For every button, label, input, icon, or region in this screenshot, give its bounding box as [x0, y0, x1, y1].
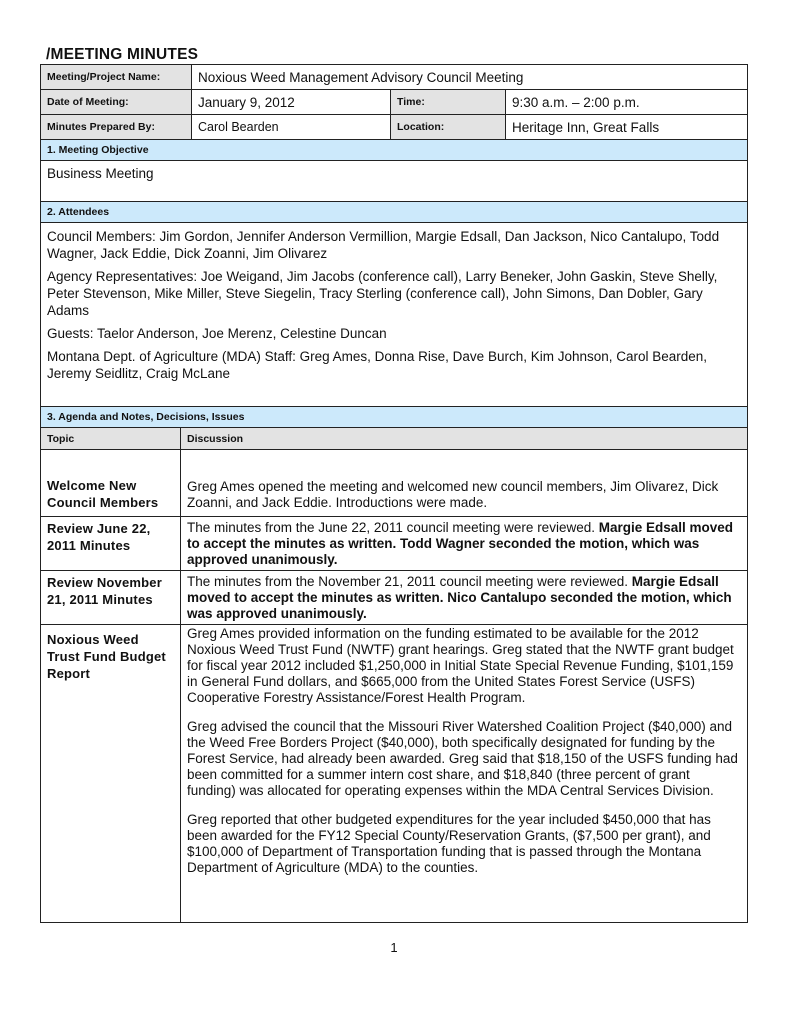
page-number: 1 — [390, 940, 398, 955]
agenda-row — [41, 517, 747, 571]
prepared-location-row — [41, 115, 747, 140]
project-name-row — [41, 65, 747, 90]
agenda-topic: Review June 22, 2011 Minutes — [41, 517, 181, 570]
project-name-value: Noxious Weed Management Advisory Council Meeting — [198, 69, 524, 85]
agenda-row — [41, 450, 747, 517]
date-time-row — [41, 90, 747, 115]
agenda-discussion — [181, 625, 747, 922]
column-header-discussion: Discussion — [187, 432, 244, 445]
agenda-row — [41, 625, 747, 922]
agenda-row — [41, 571, 747, 625]
attendees-guests: Guests: Taelor Anderson, Joe Merenz, Celestine Duncan — [47, 326, 387, 341]
location-label: Location: — [391, 115, 506, 139]
location-value: Heritage Inn, Great Falls — [512, 119, 660, 135]
motion-text: Margie Edsall moved to accept the minutes as written. Nico Cantalupo seconded the motion, which was approved unanimously. — [187, 574, 732, 621]
minutes-table — [40, 64, 748, 923]
agenda-discussion: The minutes from the June 22, 2011 council meeting were reviewed. Margie Edsall moved to accept the minutes as written. Todd Wagner seconded the motion, which was approved unanimously. — [187, 520, 734, 567]
attendees-council-members: Council Members: Jim Gordon, Jennifer Anderson Vermillion, Margie Edsall, Dan Jackson, Nico Cantalupo, Todd Wagner, Jack Eddie, Dick Zoanni, Jim Olivarez — [47, 229, 720, 261]
time-value: 9:30 a.m. – 2:00 p.m. — [512, 94, 640, 110]
agenda-column-headers — [41, 428, 747, 450]
section-heading-agenda: 3. Agenda and Notes, Decisions, Issues — [41, 407, 747, 428]
motion-text: Margie Edsall moved to accept the minutes as written. Todd Wagner seconded the motion, which was approved unanimously. — [187, 520, 734, 567]
prepared-by-value: Carol Bearden — [192, 115, 391, 139]
column-header-topic: Topic — [41, 428, 181, 449]
agenda-discussion: The minutes from the November 21, 2011 council meeting were reviewed. Margie Edsall moved to accept the minutes as written. Nico Cantalupo seconded the motion, which was approved unanimously. — [187, 574, 732, 621]
attendees-agency-representatives: Agency Representatives: Joe Weigand, Jim Jacobs (conference call), Larry Beneker, John Gaskin, Steve Shelly, Peter Stevenson, Mike Miller, Steve Siegelin, Tracy Sterling (conference call), John Simons, Dan Dobler, Gary Adams — [47, 269, 718, 318]
date-value: January 9, 2012 — [192, 90, 391, 114]
time-label: Time: — [391, 90, 506, 114]
discussion-paragraph: Greg advised the council that the Missouri River Watershed Coalition Project ($40,000) and the Weed Free Borders Project ($40,000), both specifically designated for funding by the Forest Service, had already been awarded. Greg said that $18,150 of the USFS funding had been committed for a summer intern cost share, and $18,840 (three percent of grant funding) was allocated for operating expenses within the MDA Central Services Division. — [187, 719, 738, 798]
date-label: Date of Meeting: — [41, 90, 192, 114]
objective-text: Business Meeting — [47, 166, 154, 181]
project-name-label: Meeting/Project Name: — [41, 65, 192, 89]
objective-body — [41, 161, 747, 202]
attendees-body — [41, 223, 747, 407]
section-heading-attendees: 2. Attendees — [41, 202, 747, 223]
agenda-topic: Noxious Weed Trust Fund Budget Report — [41, 625, 181, 922]
agenda-topic: Review November 21, 2011 Minutes — [41, 571, 181, 624]
discussion-paragraph: Greg Ames provided information on the funding estimated to be available for the 2012 Noxious Weed Trust Fund (NWTF) grant hearings. Greg stated that the NWTF grant budget for fiscal year 2012 included $1,250,000 in Initial State Special Revenue Funding, $101,159 in General Fund dollars, and $665,000 from the United States Forest Service (USFS) Cooperative Forestry Assistance/Forest Health Program. — [187, 626, 734, 705]
discussion-paragraph: Greg reported that other budgeted expenditures for the year included $450,000 that has been awarded for the FY12 Special County/Reservation Grants, ($7,500 per grant), and $100,000 of Department of Transportation funding that is passed through the Montana Department of Agriculture (MDA) to the counties. — [187, 812, 711, 875]
agenda-topic: Welcome New Council Members — [41, 450, 181, 516]
attendees-mda-staff: Montana Dept. of Agriculture (MDA) Staff: Greg Ames, Donna Rise, Dave Burch, Kim Johnson, Carol Bearden, Jeremy Seidlitz, Craig McLane — [47, 349, 708, 381]
agenda-discussion: Greg Ames opened the meeting and welcomed new council members, Jim Olivarez, Dick Zoanni, and Jack Eddie. Introductions were made. — [187, 479, 719, 510]
document-title: /MEETING MINUTES — [46, 46, 199, 63]
section-heading-objective: 1. Meeting Objective — [41, 140, 747, 161]
prepared-by-label: Minutes Prepared By: — [41, 115, 192, 139]
